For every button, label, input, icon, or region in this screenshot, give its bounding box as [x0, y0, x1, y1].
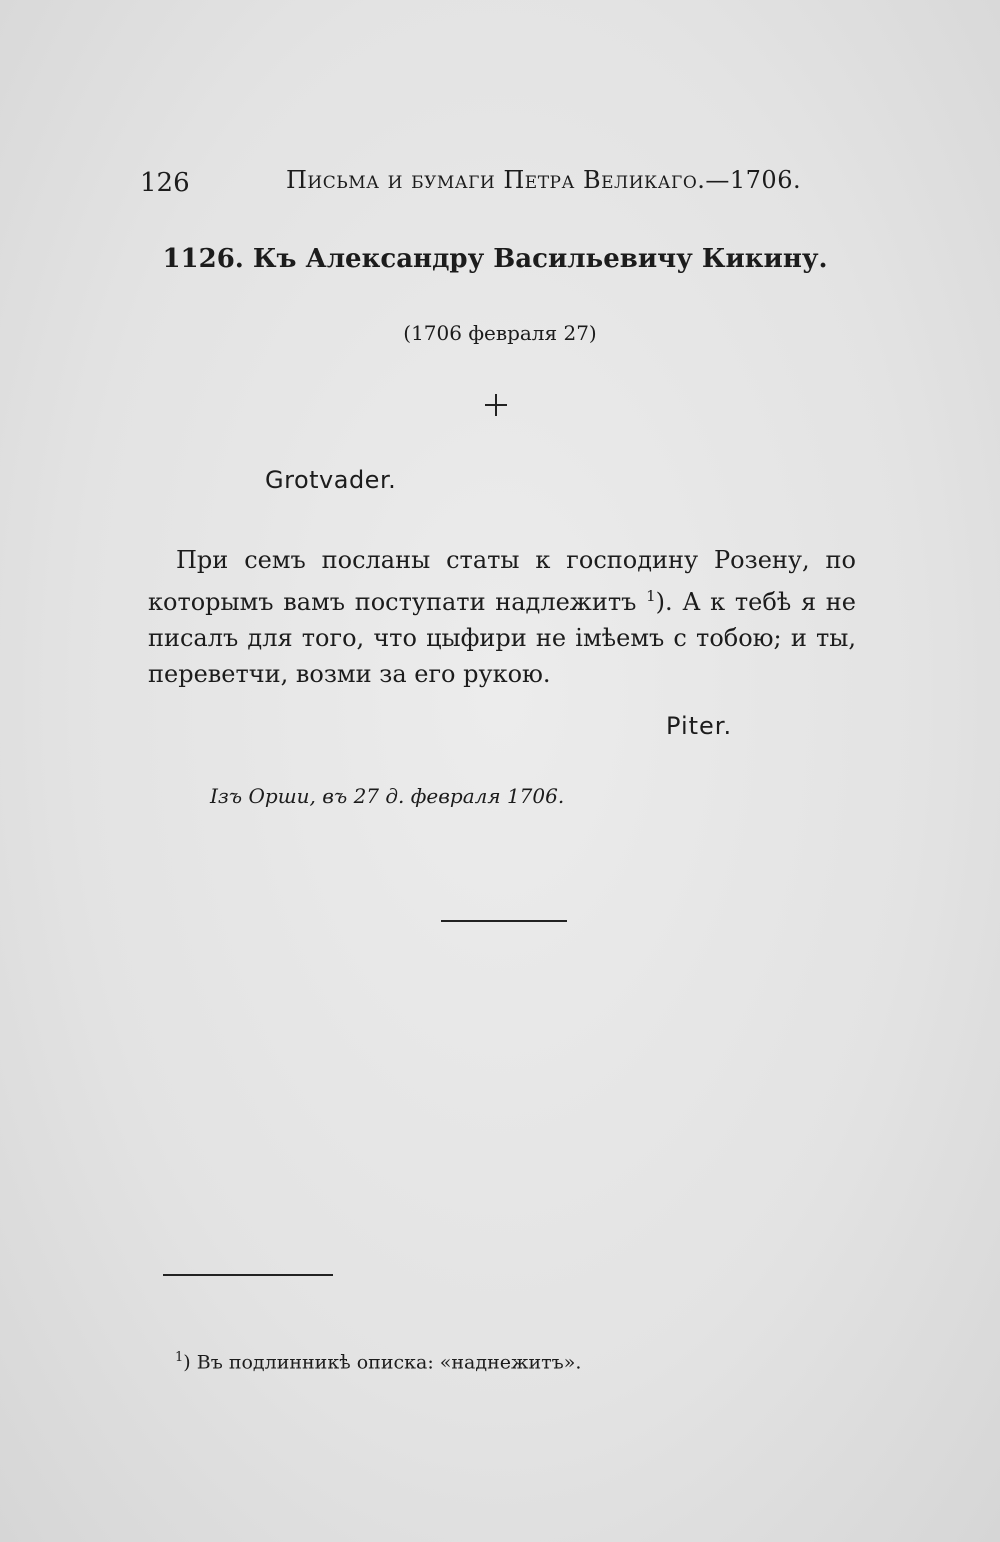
page-header — [0, 160, 1000, 200]
page-number: 126 — [140, 168, 190, 198]
letter-title-text: 1126. Къ Александру Васильевичу Кикину. — [162, 244, 828, 274]
salutation: Grotvader. — [265, 466, 397, 494]
cross-icon — [485, 394, 507, 416]
letter-date: (1706 февраля 27) — [403, 321, 597, 345]
signature: Piter. — [666, 712, 733, 740]
place-date: Ізъ Орши, въ 27 д. февраля 1706. — [210, 784, 565, 808]
letter-body-part2: ). А к тебѣ я не писалъ для того, что цыфири не імѣемъ с тобою; и ты, переветчи, возми за его рукою. — [148, 588, 856, 688]
letter-body — [148, 542, 856, 692]
section-divider — [441, 920, 567, 922]
running-title: Письма и бумаги Петра Великаго.—1706. — [286, 166, 802, 194]
footnote-divider — [163, 1274, 333, 1276]
letter-body-part1: При семъ посланы статы к господину Розену, по которымъ вамъ поступати надлежитъ — [148, 546, 856, 616]
letter-title — [0, 244, 1000, 274]
footnote-marker: 1 — [175, 1350, 184, 1365]
footnote-text: ) Въ подлинникѣ описка: «наднежитъ». — [183, 1351, 582, 1374]
footnote-reference: 1 — [646, 587, 656, 605]
footnote — [175, 1350, 581, 1373]
